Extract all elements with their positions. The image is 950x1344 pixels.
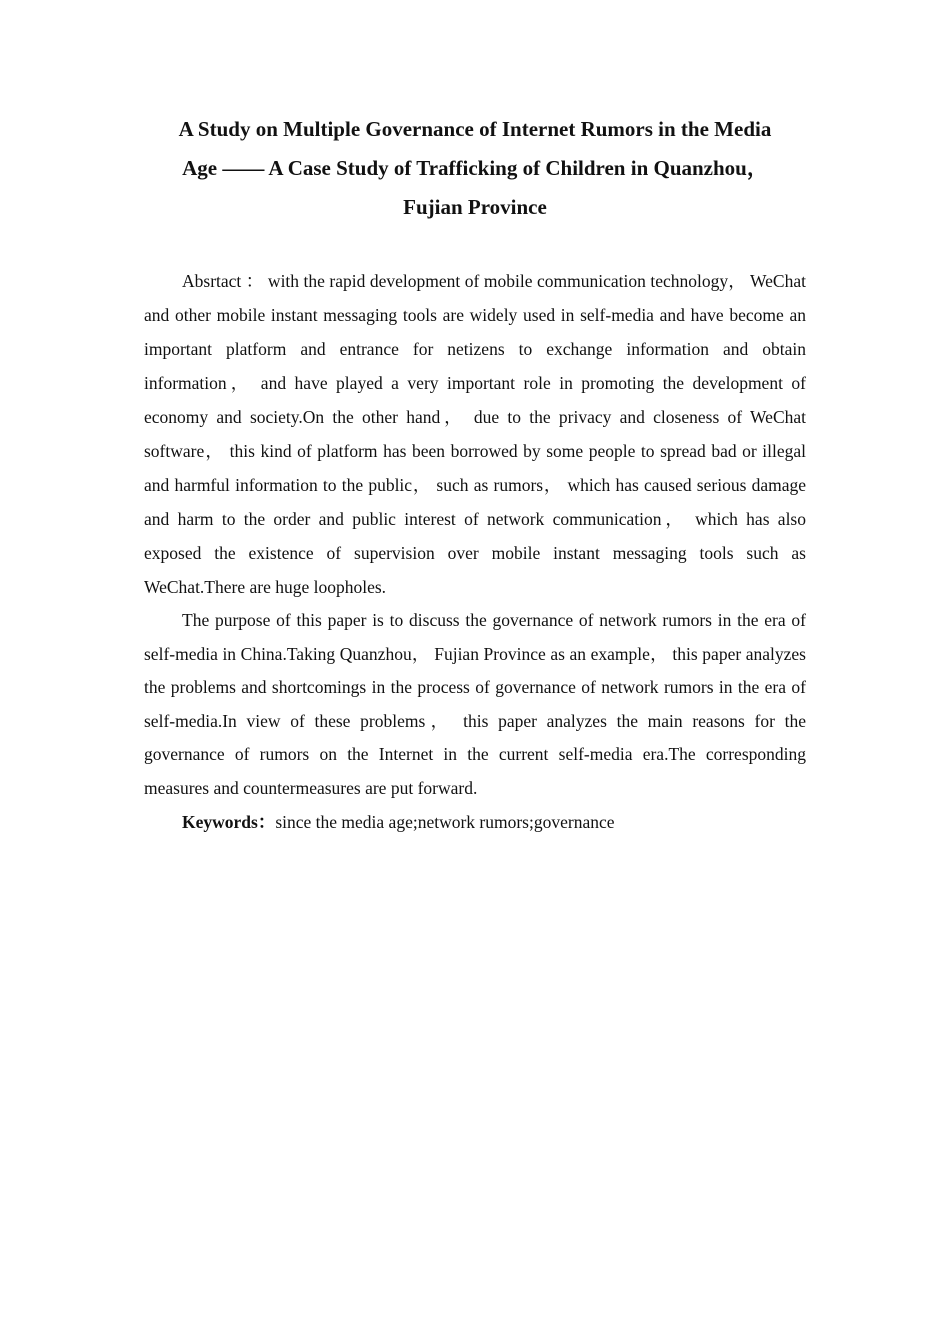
title-line-3: Fujian Province [403, 195, 547, 219]
keywords-label: Keywords： [182, 812, 276, 832]
title-line-1: A Study on Multiple Governance of Internet Rumors in the Media [178, 117, 772, 141]
document-title [144, 110, 806, 227]
abstract-text-1: with the rapid development of mobile communication technology， WeChat and other mobile instant messaging tools are widely used in self-media and have become an important platform and entrance for netizens to exchange information and obtain information， and have played a very important role in promoting the development of economy and society.On the other hand， due to the privacy and closeness of WeChat software， this kind of platform has been borrowed by some people to spread bad or illegal and harmful information to the public， such as rumors， which has caused serious damage and harm to the order and public interest of network communication， which has also exposed the existence of supervision over mobile instant messaging tools such as WeChat.There are huge loopholes. [144, 271, 806, 597]
title-line-2: Age —— A Case Study of Trafficking of Children in Quanzhou， [182, 156, 768, 180]
keywords-value: since the media age;network rumors;governance [275, 812, 615, 832]
keywords-line [144, 805, 806, 839]
document-page [144, 110, 806, 839]
abstract-section [144, 264, 806, 839]
abstract-paragraph-1 [144, 264, 806, 604]
abstract-paragraph-2: The purpose of this paper is to discuss the governance of network rumors in the era of self-media in China.Taking Quanzhou， Fujian Province as an example， this paper analyzes the problems and shortcomings in the process of governance of network rumors in the era of self-media.In view of these problems， this paper analyzes the main reasons for the governance of rumors on the Internet in the current self-media era.The corresponding measures and countermeasures are put forward. [144, 610, 806, 798]
abstract-label: Absrtact ： [182, 271, 264, 291]
